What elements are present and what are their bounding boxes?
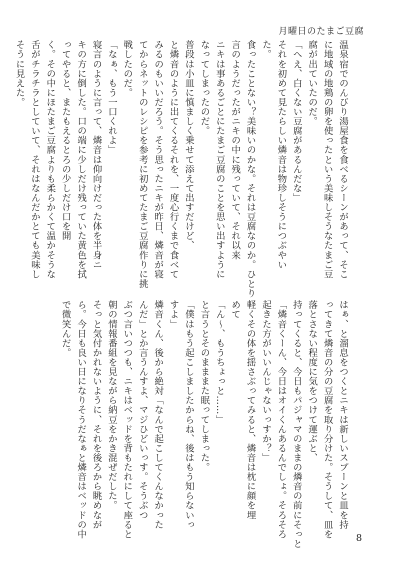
text-line: 起きた方がいいんじゃないっすか？」 xyxy=(259,300,271,463)
text-line: 「僕はもう起こしましたからね、後はもう知らないっ xyxy=(182,300,194,530)
text-line: 朝の情報番組を見ながら納豆をかき混ぜだした。 xyxy=(105,300,117,511)
text-line: 腐が出ていたのだ。 xyxy=(306,40,318,126)
text-line: そうに見えた。 xyxy=(13,40,25,107)
text-line: と言うとそのまままた眠ってしまった。 xyxy=(198,300,210,472)
text-line: 温泉宿でのんびり湯屋食を食べるシーンがあって、そこ xyxy=(337,40,348,279)
text-line: 舌がチラチラとしていて、それはなんだかとても美味し xyxy=(28,40,40,279)
text-line: ってやると、またもえるとろの少しだけ口を開 xyxy=(59,40,71,241)
text-line: 落とさない程度に気をつけて運ぶと、 xyxy=(306,300,318,463)
page-number: 8 xyxy=(355,533,362,544)
text-line: 「へえ、白くない豆腐があるんだな」 xyxy=(290,40,302,203)
text-line: 軽くその体を揺さぶってみると、燐音は枕に顔を埋 xyxy=(244,300,256,520)
text-line: ってきて燐音の分の豆腐を取り分けた。そうして、皿を xyxy=(321,300,333,539)
text-line: 燐音くん、後から絶対「なんで起こしてくんなかった xyxy=(152,300,164,530)
text-line: すよ」 xyxy=(167,300,179,329)
text-line: みるのもいいだろう。そう思ったニキが昨日、燐音が寝 xyxy=(152,40,164,279)
text-block-top xyxy=(13,40,350,298)
text-line: く。その中にほたまご豆腐よりも柔らかくて温かそうな xyxy=(44,40,56,279)
text-line: キの方に倒した。口の端に少しだけ残っていた黄色を拭 xyxy=(75,40,87,279)
text-line: と燐音のように出てくるそれを、一度心行くまで食べて xyxy=(167,40,179,279)
text-line: 持ってくると、今日もパジャマのままの燐音の前にそっと xyxy=(290,300,302,549)
text-line: 言のようだったがニキの中に残っていて、それ以来 xyxy=(229,40,241,260)
running-header: 月曜日のたまご豆腐 xyxy=(278,27,364,37)
text-line: それを初めて見たらしい燐音は物珍しそうにつぶやい xyxy=(275,40,287,270)
text-line: はぁ、と溜息をつくとニキは新しいスプーンと皿を持 xyxy=(337,300,348,530)
text-line: てからネットのレシピを参考に初めてたまご豆腐作りに挑 xyxy=(136,40,148,289)
text-line: 食ったことない？美味いのかな。それは豆腐なのか。ひとり xyxy=(244,40,256,298)
text-line: 寝言のように言って、燐音は仰向けだった体を半身ニ xyxy=(90,40,102,270)
text-line: 「ん～、もうちょっと……」 xyxy=(213,300,225,425)
text-line: で微笑んだ。 xyxy=(59,300,71,358)
text-line: 「燐音くーん、今日はオイくんあるんでしょ。そろそろ xyxy=(275,300,287,539)
text-line: ぶつ言いつつも、ニキはベッドを背もたれにして座ると xyxy=(121,300,133,539)
text-line: た。 xyxy=(259,40,271,60)
text-line: なってしまったのだ。 xyxy=(198,40,210,136)
text-line: めて xyxy=(229,300,241,320)
text-line: に地域の地鶏の卵を使ったという美味しそうなたまご豆 xyxy=(321,40,333,279)
text-line: そっと気付かれないように、それを後ろから眺めなが xyxy=(90,300,102,530)
text-line: ニキは事あるごとにたまご豆腐のことを思い出すように xyxy=(213,40,225,279)
text-block-bottom xyxy=(38,300,350,549)
text-line: 「なぁ、もう一口くれよ」 xyxy=(105,40,117,155)
text-line: ら。今日も良い日になりそうだなぁと燐音はベッドの中 xyxy=(75,300,87,539)
text-line: んだ」とか言うんすよ、マジひどいっす。そうぶつ xyxy=(136,300,148,520)
text-line: 戦したのだ。 xyxy=(121,40,133,98)
text-line: 普段は小皿に慎ましく乗せて添えて出すだけど、 xyxy=(182,40,194,251)
